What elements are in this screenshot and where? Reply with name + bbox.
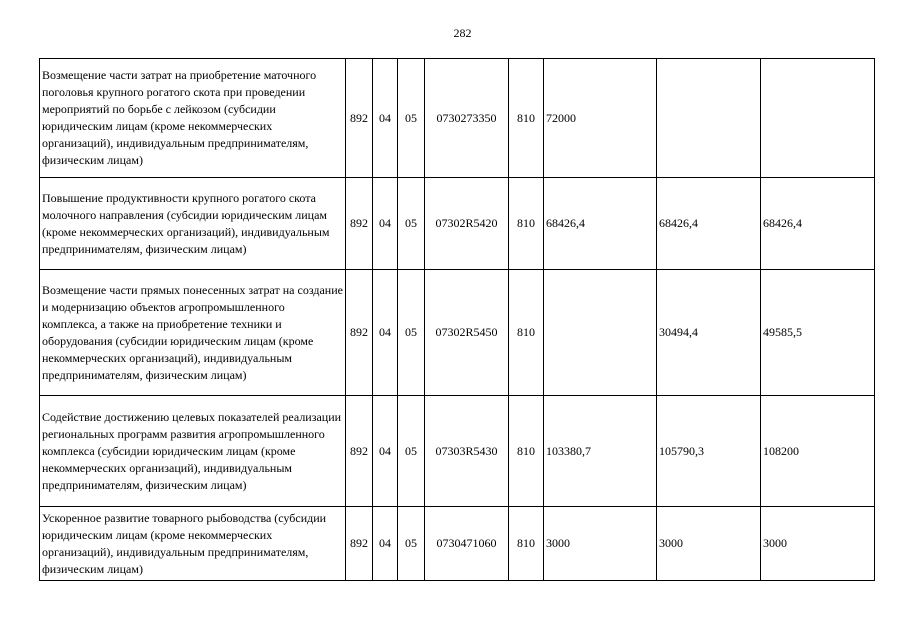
subsection-code: 05 xyxy=(398,270,425,396)
amount-year-2: 68426,4 xyxy=(657,178,761,270)
target-article-code: 07302R5450 xyxy=(425,270,509,396)
ministry-code: 892 xyxy=(346,178,373,270)
amount-year-2: 3000 xyxy=(657,507,761,581)
subsection-code: 05 xyxy=(398,507,425,581)
amount-year-1: 68426,4 xyxy=(544,178,657,270)
row-description: Возмещение части затрат на приобретение маточного поголовья крупного рогатого скота при проведении мероприятий по борьбе с лейкозом (субсидии юридическим лицам (кроме некоммерческих организаций), индивидуальным предпринимателям, физическим лицам) xyxy=(40,59,346,178)
section-code: 04 xyxy=(373,396,398,507)
amount-year-3: 68426,4 xyxy=(761,178,875,270)
amount-year-3: 49585,5 xyxy=(761,270,875,396)
ministry-code: 892 xyxy=(346,59,373,178)
page-number: 282 xyxy=(453,26,472,40)
target-article-code: 07303R5430 xyxy=(425,396,509,507)
amount-year-2: 105790,3 xyxy=(657,396,761,507)
section-code: 04 xyxy=(373,507,398,581)
expense-type-code: 810 xyxy=(509,59,544,178)
amount-year-3 xyxy=(761,59,875,178)
row-description: Повышение продуктивности крупного рогатого скота молочного направления (субсидии юридическим лицам (кроме некоммерческих организаций), индивидуальным предпринимателям, физическим лицам) xyxy=(40,178,346,270)
row-description: Возмещение части прямых понесенных затрат на создание и модернизацию объектов агропромышленного комплекса, а также на приобретение техники и оборудования (субсидии юридическим лицам (кроме некоммерческих организаций), индивидуальным предпринимателям, физическим лицам) xyxy=(40,270,346,396)
subsection-code: 05 xyxy=(398,178,425,270)
amount-year-2: 30494,4 xyxy=(657,270,761,396)
amount-year-1 xyxy=(544,270,657,396)
amount-year-2 xyxy=(657,59,761,178)
expense-type-code: 810 xyxy=(509,178,544,270)
expense-type-code: 810 xyxy=(509,270,544,396)
expense-type-code: 810 xyxy=(509,396,544,507)
table-row xyxy=(40,59,875,178)
subsection-code: 05 xyxy=(398,396,425,507)
section-code: 04 xyxy=(373,178,398,270)
ministry-code: 892 xyxy=(346,507,373,581)
ministry-code: 892 xyxy=(346,270,373,396)
target-article-code: 0730273350 xyxy=(425,59,509,178)
table-row xyxy=(40,396,875,507)
amount-year-3: 108200 xyxy=(761,396,875,507)
target-article-code: 0730471060 xyxy=(425,507,509,581)
amount-year-1: 103380,7 xyxy=(544,396,657,507)
section-code: 04 xyxy=(373,59,398,178)
target-article-code: 07302R5420 xyxy=(425,178,509,270)
table-row xyxy=(40,178,875,270)
row-description: Содействие достижению целевых показателей реализации региональных программ развития агропромышленного комплекса (субсидии юридическим лицам (кроме некоммерческих организаций), индивидуальным предпринимателям, физическим лицам) xyxy=(40,396,346,507)
table-row xyxy=(40,270,875,396)
amount-year-3: 3000 xyxy=(761,507,875,581)
row-description: Ускоренное развитие товарного рыбоводства (субсидии юридическим лицам (кроме некоммерческих организаций), индивидуальным предпринимателям, физическим лицам) xyxy=(40,507,346,581)
budget-table xyxy=(39,58,875,581)
subsection-code: 05 xyxy=(398,59,425,178)
ministry-code: 892 xyxy=(346,396,373,507)
section-code: 04 xyxy=(373,270,398,396)
amount-year-1: 72000 xyxy=(544,59,657,178)
expense-type-code: 810 xyxy=(509,507,544,581)
table-row xyxy=(40,507,875,581)
amount-year-1: 3000 xyxy=(544,507,657,581)
